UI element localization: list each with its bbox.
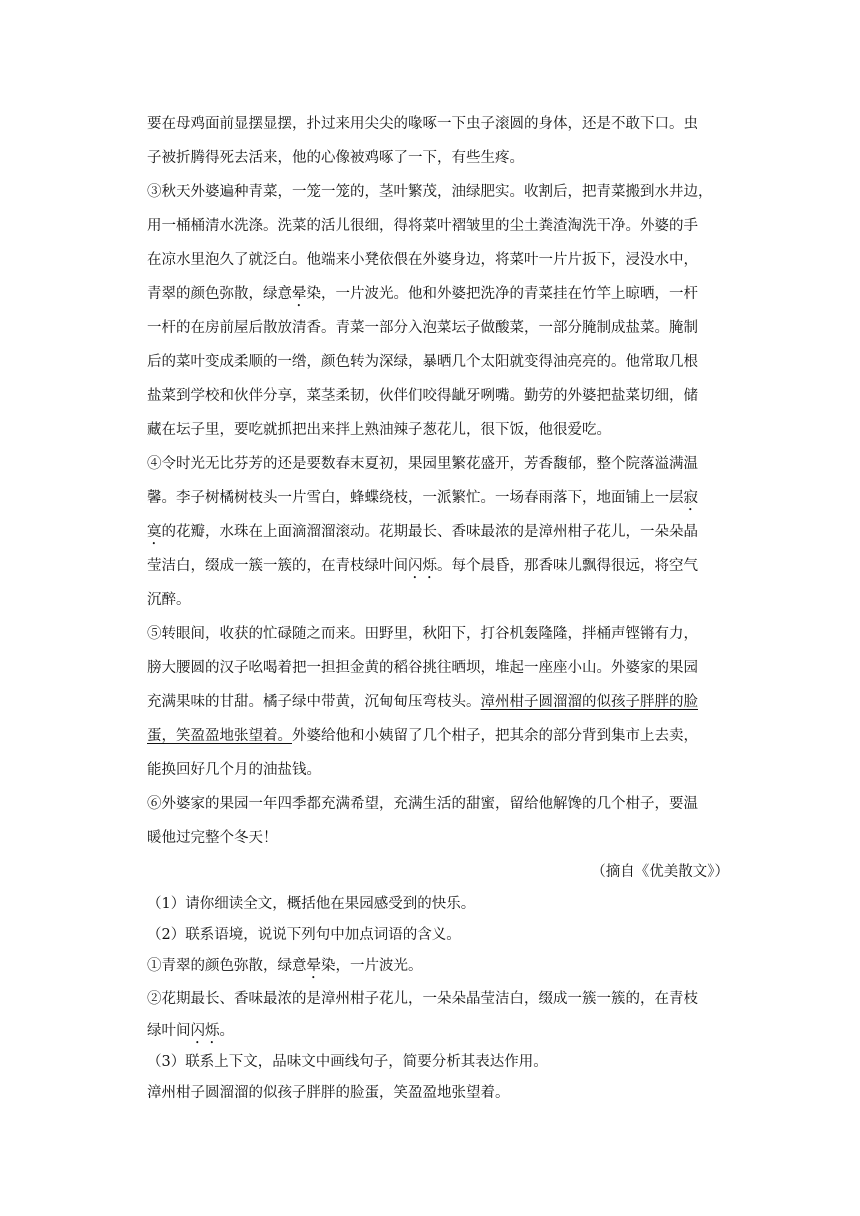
text-segment: 青翠的颜色弥散，绿意 (147, 286, 292, 302)
underlined-sentence: 漳州柑子圆溜溜的似孩子胖胖的脸 (480, 694, 698, 710)
underlined-sentence: 蛋，笑盈盈地张望着。 (147, 728, 292, 744)
question-2-item-2: ②花期最长、香味最浓的是漳州柑子花儿，一朵朵晶莹洁白，缀成一簇一簇的，在青枝 (147, 991, 698, 1007)
paragraph-5-line (147, 719, 735, 753)
text-segment: 外婆给他和小姨留了几个柑子，把其余的部分背到集市上去卖， (292, 728, 698, 744)
emphasized-word: 晕 (292, 286, 307, 302)
paragraph-4-line: ④令时光无比芬芳的还是要数春末夏初，果园里繁花盛开，芳香馥郁，整个院落溢满温 (147, 456, 698, 472)
paragraph-3-line: 盐菜到学校和伙伴分享，菜茎柔韧，伙伴们咬得龇牙咧嘴。勤劳的外婆把盐菜切细，储 (147, 388, 698, 404)
paragraph-3-line: 用一桶桶清水洗涤。洗菜的活儿很细，得将菜叶褶皱里的尘土粪渣淘洗干净。外婆的手 (147, 218, 698, 234)
text-segment: 充满果味的甘甜。橘子绿中带黄，沉甸甸压弯枝头。 (147, 694, 481, 710)
text-segment: 染 (321, 958, 336, 974)
question-2-item-2 (147, 1016, 735, 1047)
text-segment: 绿叶间 (147, 1023, 191, 1039)
paragraph-4-line: 沉醉。 (147, 592, 191, 608)
paragraph-4-line (147, 481, 735, 515)
paragraph-4-line (147, 515, 735, 549)
text-segment: 莹洁白，缀成一簇一簇的，在青枝绿叶间 (147, 558, 408, 574)
document-page (147, 107, 735, 1109)
question-3-quote: 漳州柑子圆溜溜的似孩子胖胖的脸蛋，笑盈盈地张望着。 (147, 1085, 510, 1101)
emphasized-word: 闪烁 (190, 1023, 220, 1039)
text-segment: 染 (306, 286, 321, 302)
paragraph-5-line: 能换回好几个月的油盐钱。 (147, 762, 321, 778)
emphasized-word: 寞 (147, 524, 162, 540)
text-segment: ，一片波光。 (335, 958, 423, 974)
paragraph-line: 子被折腾得死去活来，他的心像被鸡啄了一下，有些生疼。 (147, 150, 524, 166)
paragraph-3-line (147, 277, 735, 311)
emphasized-word: 晕 (306, 958, 321, 974)
paragraph-5-line: ⑤转眼间，收获的忙碌随之而来。田野里，秋阳下，打谷机轰隆隆，拌桶声铿锵有力， (147, 626, 698, 642)
paragraph-3-line: 在凉水里泡久了就泛白。他端来小凳依偎在外婆身边，将菜叶一片片扳下，浸没水中， (147, 252, 698, 268)
question-2: （2）联系语境，说说下列句中加点词语的含义。 (147, 927, 461, 943)
paragraph-6-line: 暖他过完整个冬天！ (147, 830, 278, 846)
question-3: （3）联系上下文，品味文中画线句子，简要分析其表达作用。 (147, 1054, 548, 1070)
paragraph-5-line: 膀大腰圆的汉子吆喝着把一担担金黄的稻谷挑往晒坝，堆起一座座小山。外婆家的果园 (147, 660, 698, 676)
text-segment: 的花瓣，水珠在上面滴溜溜滚动。花期最长、香味最浓的是漳州柑子花儿，一朵朵晶 (161, 524, 698, 540)
emphasized-word: 闪烁 (408, 558, 437, 574)
text-segment: ①青翠的颜色弥散，绿意 (147, 958, 307, 974)
paragraph-line: 要在母鸡面前显摆显摆，扑过来用尖尖的喙啄一下虫子滚圆的身体，还是不敢下口。虫 (147, 116, 698, 132)
paragraph-4-line (147, 549, 735, 583)
paragraph-5-line (147, 685, 735, 719)
paragraph-3-line: 一杆的在房前屋后散放清香。青菜一部分入泡菜坛子做酸菜，一部分腌制成盐菜。腌制 (147, 320, 698, 336)
text-segment: ，一片波光。他和外婆把洗净的青菜挂在竹竿上晾晒，一杆 (321, 286, 698, 302)
paragraph-3-line: 后的菜叶变成柔顺的一绺，颜色转为深绿，暴晒几个太阳就变得油亮亮的。他常取几根 (147, 354, 698, 370)
question-2-item-1 (147, 951, 735, 982)
text-segment: 。 (219, 1023, 234, 1039)
emphasized-word: 寂 (683, 490, 698, 506)
text-segment: 馨。李子树橘树枝头一片雪白，蜂蝶绕枝，一派繁忙。一场春雨落下，地面铺上一层 (147, 490, 684, 506)
paragraph-6-line: ⑥外婆家的果园一年四季都充满希望，充满生活的甜蜜，留给他解馋的几个柑子，要温 (147, 796, 698, 812)
question-1: （1）请你细读全文，概括他在果园感受到的快乐。 (147, 896, 476, 912)
paragraph-3-line: ③秋天外婆遍种青菜，一笼一笼的，茎叶繁茂，油绿肥实。收割后，把青菜搬到水井边， (147, 184, 713, 200)
text-segment: 。每个晨昏，那香味儿飘得很远，将空气 (437, 558, 698, 574)
paragraph-3-line: 藏在坛子里，要吃就抓把出来拌上熟油辣子葱花儿，很下饭，他很爱吃。 (147, 422, 611, 438)
source-citation: （摘自《优美散文》） (591, 864, 729, 880)
